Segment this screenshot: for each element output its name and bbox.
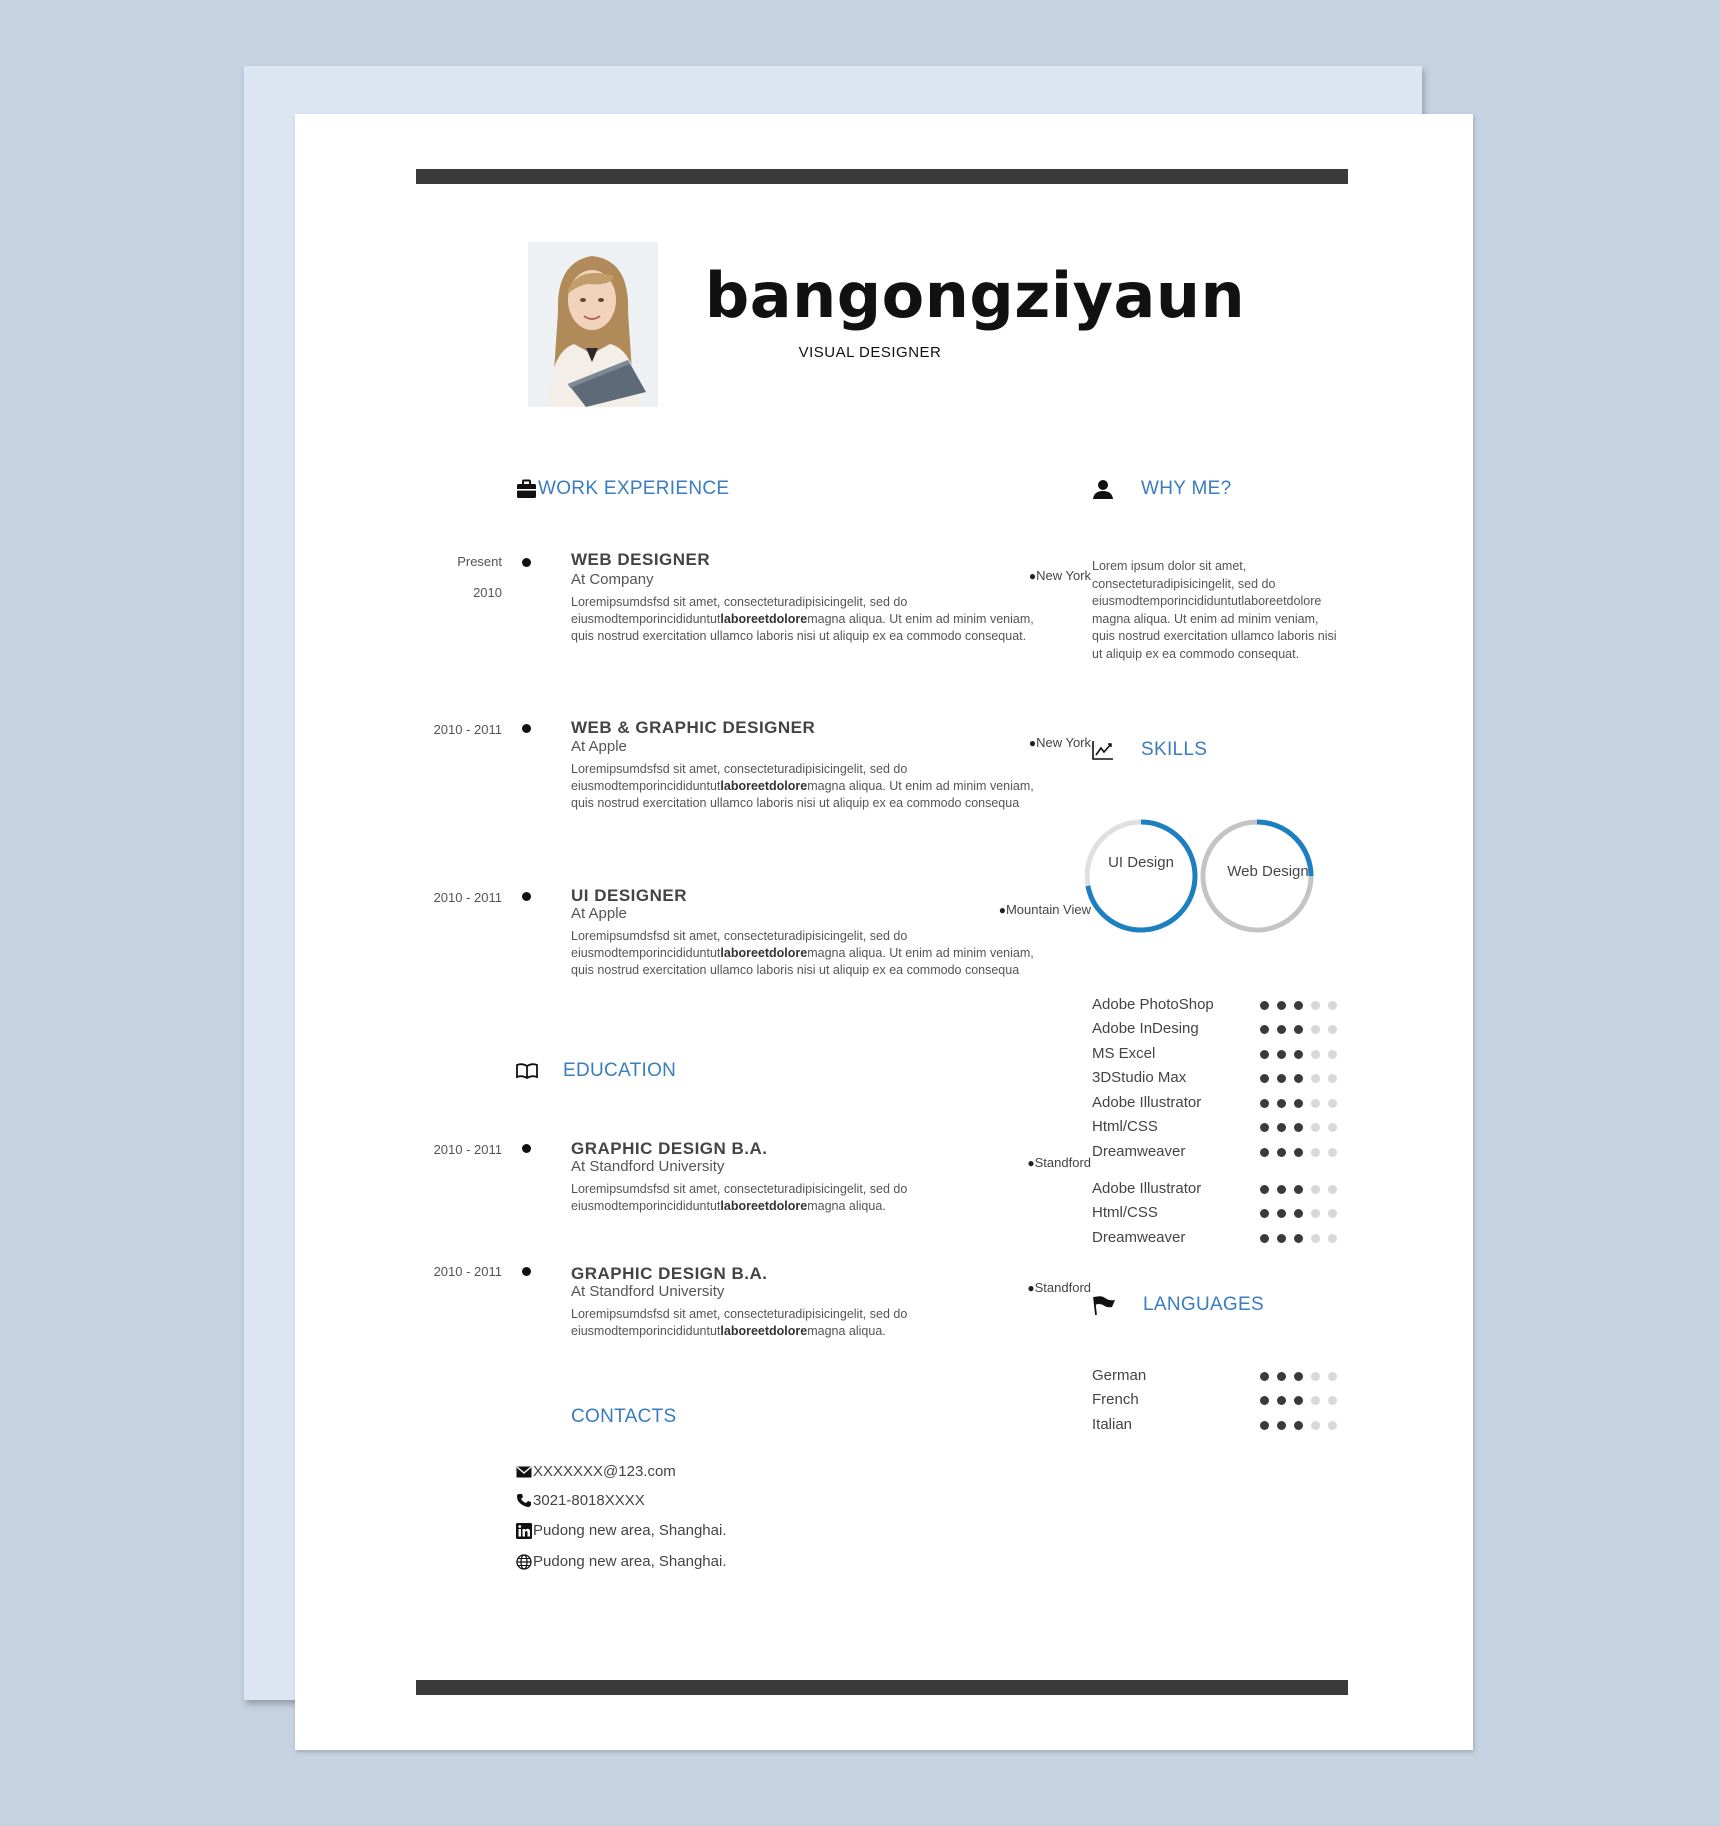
desc-part: Loremipsumdsfsd sit amet, consecteturadipisicingelit, sed do eiusmodtemporincididuntut [571,1182,908,1213]
rating-dot-filled [1260,1234,1269,1243]
entry-title: UI DESIGNER [571,886,688,905]
rating-dot-empty [1328,1025,1337,1034]
linkedin-text: Pudong new area, Shanghai. [533,1522,727,1539]
rating-dots [1260,1050,1345,1059]
entry-description [571,1181,1051,1215]
rating-dot-empty [1311,1074,1320,1083]
rating-dot-filled [1277,1025,1286,1034]
timeline-dot [522,1144,531,1153]
entry-date: 2010 - 2011 [433,890,502,905]
rating-dots [1260,1209,1345,1218]
rating-dot-empty [1328,1001,1337,1010]
entry-location [831,1155,1091,1170]
rating-dot-empty [1328,1123,1337,1132]
rating-label: MS Excel [1092,1045,1156,1062]
rating-dot-filled [1260,1421,1269,1430]
rating-dot-filled [1277,1099,1286,1108]
rating-dot-empty [1328,1099,1337,1108]
timeline-dot [522,724,531,733]
entry-date: 2010 - 2011 [433,722,502,737]
entry-date: 2010 - 2011 [433,1264,502,1279]
phone-icon [516,1493,532,1508]
location-pin-icon: ● [1028,569,1037,583]
rating-row [1092,1069,1348,1089]
rating-dot-empty [1328,1396,1337,1405]
rating-dot-empty [1311,1372,1320,1381]
rating-label: Html/CSS [1092,1118,1158,1135]
rating-label: Dreamweaver [1092,1143,1186,1160]
rating-row [1092,1094,1348,1114]
entry-title: GRAPHIC DESIGN B.A. [571,1264,768,1283]
languages-heading [1092,1294,1264,1316]
work-experience-heading [516,478,729,500]
rating-dot-filled [1260,1074,1269,1083]
entry-title: WEB DESIGNER [571,550,711,569]
desc-part: magna aliqua. [807,1199,886,1213]
entry-location-label: New York [1036,568,1091,583]
rating-dot-filled [1294,1001,1303,1010]
entry-title: GRAPHIC DESIGN B.A. [571,1139,768,1158]
contact-linkedin[interactable] [516,1522,726,1539]
rating-dot-filled [1260,1050,1269,1059]
work-experience-title: WORK EXPERIENCE [538,478,730,499]
desc-part: magna aliqua. Ut enim ad minim veniam, quis nostrud exercitation ullamco laboris nisi ut aliquip ex ea commodo consequa [571,946,1034,977]
rating-dot-empty [1328,1372,1337,1381]
entry-location-label: New York [1036,735,1091,750]
rating-dot-filled [1260,1396,1269,1405]
rating-dot-filled [1277,1123,1286,1132]
rating-dot-filled [1277,1209,1286,1218]
entry-description [571,928,1051,979]
rating-dot-filled [1277,1074,1286,1083]
rating-row [1092,1367,1348,1387]
entry-date: 2010 - 2011 [433,1142,502,1157]
top-divider-bar [416,169,1348,184]
rating-dots [1260,1185,1345,1194]
entry-description [571,761,1051,812]
email-text: XXXXXXX@123.com [533,1463,676,1480]
rating-label: Adobe PhotoShop [1092,996,1214,1013]
user-icon [1092,479,1114,499]
entry-title: WEB & GRAPHIC DESIGNER [571,718,816,737]
rating-row [1092,1020,1348,1040]
rating-dot-filled [1294,1234,1303,1243]
desc-part: magna aliqua. [807,1324,886,1338]
entry-location-label: Mountain View [1005,902,1091,917]
timeline-dot [522,558,531,567]
linkedin-icon [516,1523,532,1539]
location-pin-icon: ● [1027,1156,1035,1170]
entry-organization: At Company [571,571,654,588]
rating-dot-empty [1311,1123,1320,1132]
rating-dot-filled [1294,1209,1303,1218]
contact-phone[interactable] [516,1492,645,1509]
rating-dot-filled [1260,1001,1269,1010]
languages-title: LANGUAGES [1143,1294,1264,1315]
rating-dot-filled [1277,1396,1286,1405]
education-heading [516,1060,676,1082]
rating-dot-filled [1260,1372,1269,1381]
rating-label: Dreamweaver [1092,1229,1186,1246]
rating-dot-empty [1311,1234,1320,1243]
rating-dot-filled [1277,1001,1286,1010]
timeline-dot [522,892,531,901]
rating-dots [1260,1099,1345,1108]
desc-part: Loremipsumdsfsd sit amet, consecteturadipisicingelit, sed do eiusmodtemporincididuntut [571,762,908,793]
entry-organization: At Apple [571,738,627,755]
skills-title: SKILLS [1141,739,1208,760]
desc-part: Loremipsumdsfsd sit amet, consecteturadipisicingelit, sed do eiusmodtemporincididuntut [571,929,908,960]
why-me-heading [1092,478,1231,500]
desc-bold: laboreetdolore [720,612,808,626]
rating-label: French [1092,1391,1139,1408]
rating-dot-filled [1294,1099,1303,1108]
briefcase-icon [516,479,537,499]
rating-dot-empty [1328,1148,1337,1157]
desc-part: magna aliqua. Ut enim ad minim veniam, quis nostrud exercitation ullamco laboris nisi ut aliquip ex ea commodo consequa [571,779,1034,810]
desc-part: magna aliqua. Ut enim ad minim veniam, quis nostrud exercitation ullamco laboris nisi ut aliquip ex ea commodo consequat. [571,612,1034,643]
desc-bold: laboreetdolore [720,946,808,960]
rating-dot-filled [1294,1148,1303,1157]
entry-date-end: 2010 [473,585,502,600]
timeline-dot [522,1267,531,1276]
entry-date: Present [457,554,502,569]
entry-location [831,735,1091,750]
chart-line-icon [1092,740,1114,760]
book-icon [516,1063,538,1079]
rating-dots [1260,1001,1345,1010]
envelope-icon [516,1466,532,1478]
rating-dot-empty [1311,1148,1320,1157]
phone-text: 3021-8018XXXX [533,1492,645,1509]
rating-label: Adobe Illustrator [1092,1180,1202,1197]
rating-dots [1260,1372,1345,1381]
rating-row [1092,996,1348,1016]
entry-location [831,902,1091,917]
rating-label: German [1092,1367,1147,1384]
rating-dot-empty [1328,1185,1337,1194]
rating-dot-filled [1277,1185,1286,1194]
location-pin-icon: ● [1028,736,1037,750]
rating-dot-filled [1277,1234,1286,1243]
rating-dot-filled [1294,1185,1303,1194]
entry-location-label: Standford [1034,1155,1091,1170]
candidate-name: bangongziyaun [704,259,1246,332]
desc-part: Loremipsumdsfsd sit amet, consecteturadipisicingelit, sed do eiusmodtemporincididuntut [571,595,908,626]
rating-dot-filled [1260,1209,1269,1218]
rating-dot-filled [1294,1396,1303,1405]
rating-dots [1260,1396,1345,1405]
rating-dot-empty [1311,1050,1320,1059]
entry-organization: At Apple [571,905,627,922]
rating-dot-empty [1311,1396,1320,1405]
rating-label: Html/CSS [1092,1204,1158,1221]
rating-row [1092,1391,1348,1411]
rating-dots [1260,1421,1345,1430]
job-title: VISUAL DESIGNER [798,344,942,361]
rating-dots [1260,1025,1345,1034]
desc-bold: laboreetdolore [720,779,808,793]
rating-dot-empty [1311,1185,1320,1194]
rating-dot-filled [1277,1050,1286,1059]
entry-organization: At Standford University [571,1283,725,1300]
entry-location [831,568,1091,583]
contacts-title: CONTACTS [571,1406,677,1427]
desc-bold: laboreetdolore [720,1199,808,1213]
rating-dot-filled [1294,1025,1303,1034]
rating-dot-empty [1311,1099,1320,1108]
rating-dot-empty [1311,1001,1320,1010]
rating-dot-filled [1260,1099,1269,1108]
rating-dot-empty [1328,1050,1337,1059]
rating-row [1092,1229,1348,1249]
entry-description [571,594,1051,645]
rating-row [1092,1143,1348,1163]
rating-dots [1260,1074,1345,1083]
entry-organization: At Standford University [571,1158,725,1175]
rating-dot-filled [1277,1421,1286,1430]
rating-dot-empty [1311,1209,1320,1218]
website-text: Pudong new area, Shanghai. [533,1553,727,1570]
location-pin-icon: ● [1027,1281,1035,1295]
entry-location [831,1280,1091,1295]
rating-dot-empty [1328,1209,1337,1218]
contacts-heading [571,1406,677,1428]
rating-dots [1260,1123,1345,1132]
education-title: EDUCATION [563,1060,677,1081]
flag-icon [1092,1295,1116,1315]
rating-dots [1260,1234,1345,1243]
rating-dot-filled [1260,1148,1269,1157]
rating-dot-empty [1328,1421,1337,1430]
desc-bold: laboreetdolore [720,1324,808,1338]
bottom-divider-bar [416,1680,1348,1695]
rating-dot-filled [1277,1148,1286,1157]
rating-dot-filled [1260,1025,1269,1034]
globe-icon [516,1554,532,1570]
rating-label: 3DStudio Max [1092,1069,1187,1086]
entry-location-label: Standford [1034,1280,1091,1295]
entry-description [571,1306,1051,1340]
rating-label: Italian [1092,1416,1133,1433]
rating-dot-filled [1260,1185,1269,1194]
rating-row [1092,1118,1348,1138]
why-me-title: WHY ME? [1141,478,1232,499]
rating-row [1092,1180,1348,1200]
desc-part: Loremipsumdsfsd sit amet, consecteturadipisicingelit, sed do eiusmodtemporincididuntut [571,1307,908,1338]
rating-row [1092,1416,1348,1436]
rating-dot-filled [1294,1123,1303,1132]
contact-website[interactable] [516,1553,726,1570]
skills-heading [1092,739,1207,761]
contact-email[interactable] [516,1463,676,1480]
rating-row [1092,1045,1348,1065]
rating-dot-empty [1311,1421,1320,1430]
ring-label-web: Web Design [1227,863,1309,880]
rating-dot-filled [1294,1421,1303,1430]
resume-page [295,114,1473,1750]
rating-dot-filled [1294,1050,1303,1059]
rating-label: Adobe Illustrator [1092,1094,1202,1111]
rating-dot-filled [1294,1074,1303,1083]
rating-dot-empty [1328,1234,1337,1243]
rating-label: Adobe InDesing [1092,1020,1199,1037]
rating-dot-filled [1260,1123,1269,1132]
rating-dot-empty [1328,1074,1337,1083]
rating-dot-empty [1311,1025,1320,1034]
ring-label-ui: UI Design [1108,854,1174,871]
location-pin-icon: ● [998,903,1006,917]
rating-row [1092,1204,1348,1224]
rating-dot-filled [1277,1372,1286,1381]
rating-dots [1260,1148,1345,1157]
why-me-text: Lorem ipsum dolor sit amet, consecteturadipisicingelit, sed do eiusmodtemporincididuntutlaboreetdolore magna aliqua. Ut enim ad minim veniam, quis nostrud exercitation ullamco laboris nisi ut aliquip ex ea commodo consequat. [1092,559,1337,661]
rating-dot-filled [1294,1372,1303,1381]
